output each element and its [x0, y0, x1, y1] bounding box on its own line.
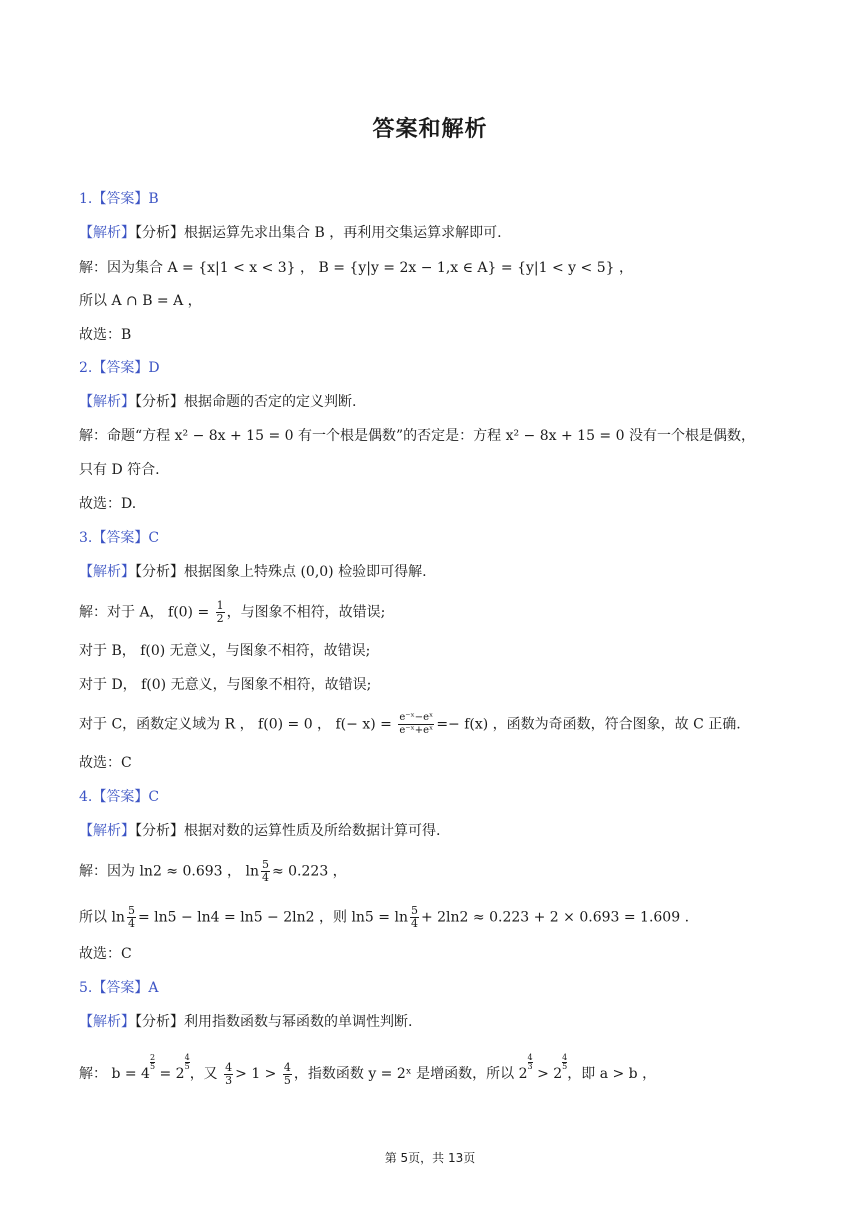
q4-choice: 故选：C [79, 946, 132, 962]
q3-choice: 故选：C [79, 755, 132, 771]
q2-answer: 2.【答案】D [79, 360, 160, 376]
q1-solution-line1: 解：因为集合 A = {x|1 < x < 3} ， B = {y|y = 2x − 1,x ∈ A} = {y|1 < y < 5} ， [79, 260, 633, 276]
fraction: $\frac{4}{5}$ [283, 1060, 291, 1087]
q1-analysis: 【解析】【分析】根据运算先求出集合 B ，再利用交集运算求解即可. [79, 225, 502, 241]
q1-solution-line2: 所以 A ∩ B = A ， [79, 293, 202, 309]
exponent-fraction: $\frac{4}{5}$ [184, 1053, 190, 1071]
q3-analysis: 【解析】【分析】根据图象上特殊点 (0,0) 检验即可得解. [79, 564, 427, 580]
q2-choice: 故选：D. [79, 496, 137, 512]
q2-solution-line2: 只有 D 符合. [79, 462, 160, 478]
page-footer: 第 5页，共 13页 [384, 1151, 476, 1165]
q3-solution-line1: 解：对于 A， f(0) = $\frac{1}{2}$ ，与图象不相符，故错误; [79, 599, 386, 625]
fraction: $\frac{5}{4}$ [261, 858, 269, 884]
fraction: $\frac{5}{4}$ [127, 904, 135, 930]
fraction: $\frac{4}{3}$ [225, 1060, 233, 1087]
q4-analysis: 【解析】【分析】根据对数的运算性质及所给数据计算可得. [79, 823, 441, 839]
q3-solution-line2: 对于 B， f(0) 无意义，与图象不相符，故错误; [79, 643, 371, 659]
q4-answer: 4.【答案】C [79, 789, 160, 805]
fraction: $\frac{\text{e⁻ˣ−eˣ}}{\text{e⁻ˣ+eˣ}}$ [399, 712, 434, 736]
q4-solution-line1: 解：因为 ln2 ≈ 0.693 ， ln $\frac{5}{4}$ ≈ 0.223 ， [79, 858, 347, 884]
q5-analysis: 【解析】【分析】利用指数函数与幂函数的单调性判断. [79, 1014, 413, 1030]
exponent-fraction: $\frac{4}{3}$ [527, 1053, 533, 1071]
page-title: 答案和解析 [372, 117, 488, 142]
q3-solution-line3: 对于 D， f(0) 无意义，与图象不相符，故错误; [79, 677, 372, 693]
q2-analysis: 【解析】【分析】根据命题的否定的定义判断. [79, 394, 357, 410]
q5-answer: 5.【答案】A [79, 980, 159, 996]
fraction: $\frac{5}{4}$ [410, 904, 418, 930]
fraction: $\frac{1}{2}$ [216, 599, 224, 625]
q1-choice: 故选：B [79, 327, 132, 343]
q3-solution-line4: 对于 C，函数定义域为 R ， f(0) = 0 ， f(− x) = $\frac{\text{e⁻ˣ−eˣ}}{\text{e⁻ˣ+eˣ}}$ =− f(x) ，函数为奇函数，符合图象，故 C 正确. [79, 712, 741, 736]
exponent-fraction: $\frac{4}{5}$ [562, 1053, 568, 1071]
q2-solution-line1: 解：命题“方程 x² − 8x + 15 = 0 有一个根是偶数”的否定是：方程 x² − 8x + 15 = 0 没有一个根是偶数， [79, 428, 755, 444]
q5-solution-line1: 解： b = 4 $\frac{2}{5}$ = 2 $\frac{4}{5}$ ，又 $\frac{4}{3}$ > 1 > $\frac{4}{5}$ ，指数函数 y = 2ˣ 是增函数，所以 2 $\frac{4}{3}$ > 2 $\frac{4}{5}$ ，即 a > b ， [79, 1053, 657, 1087]
exponent-fraction: $\frac{2}{5}$ [149, 1053, 156, 1071]
q1-answer: 1.【答案】B [79, 191, 159, 207]
q4-solution-line2: 所以 ln $\frac{5}{4}$ = ln5 − ln4 = ln5 − 2ln2 ，则 ln5 = ln $\frac{5}{4}$ + 2ln2 ≈ 0.223 + 2 × 0.693 = 1.609 . [79, 904, 690, 930]
q3-answer: 3.【答案】C [79, 530, 160, 546]
